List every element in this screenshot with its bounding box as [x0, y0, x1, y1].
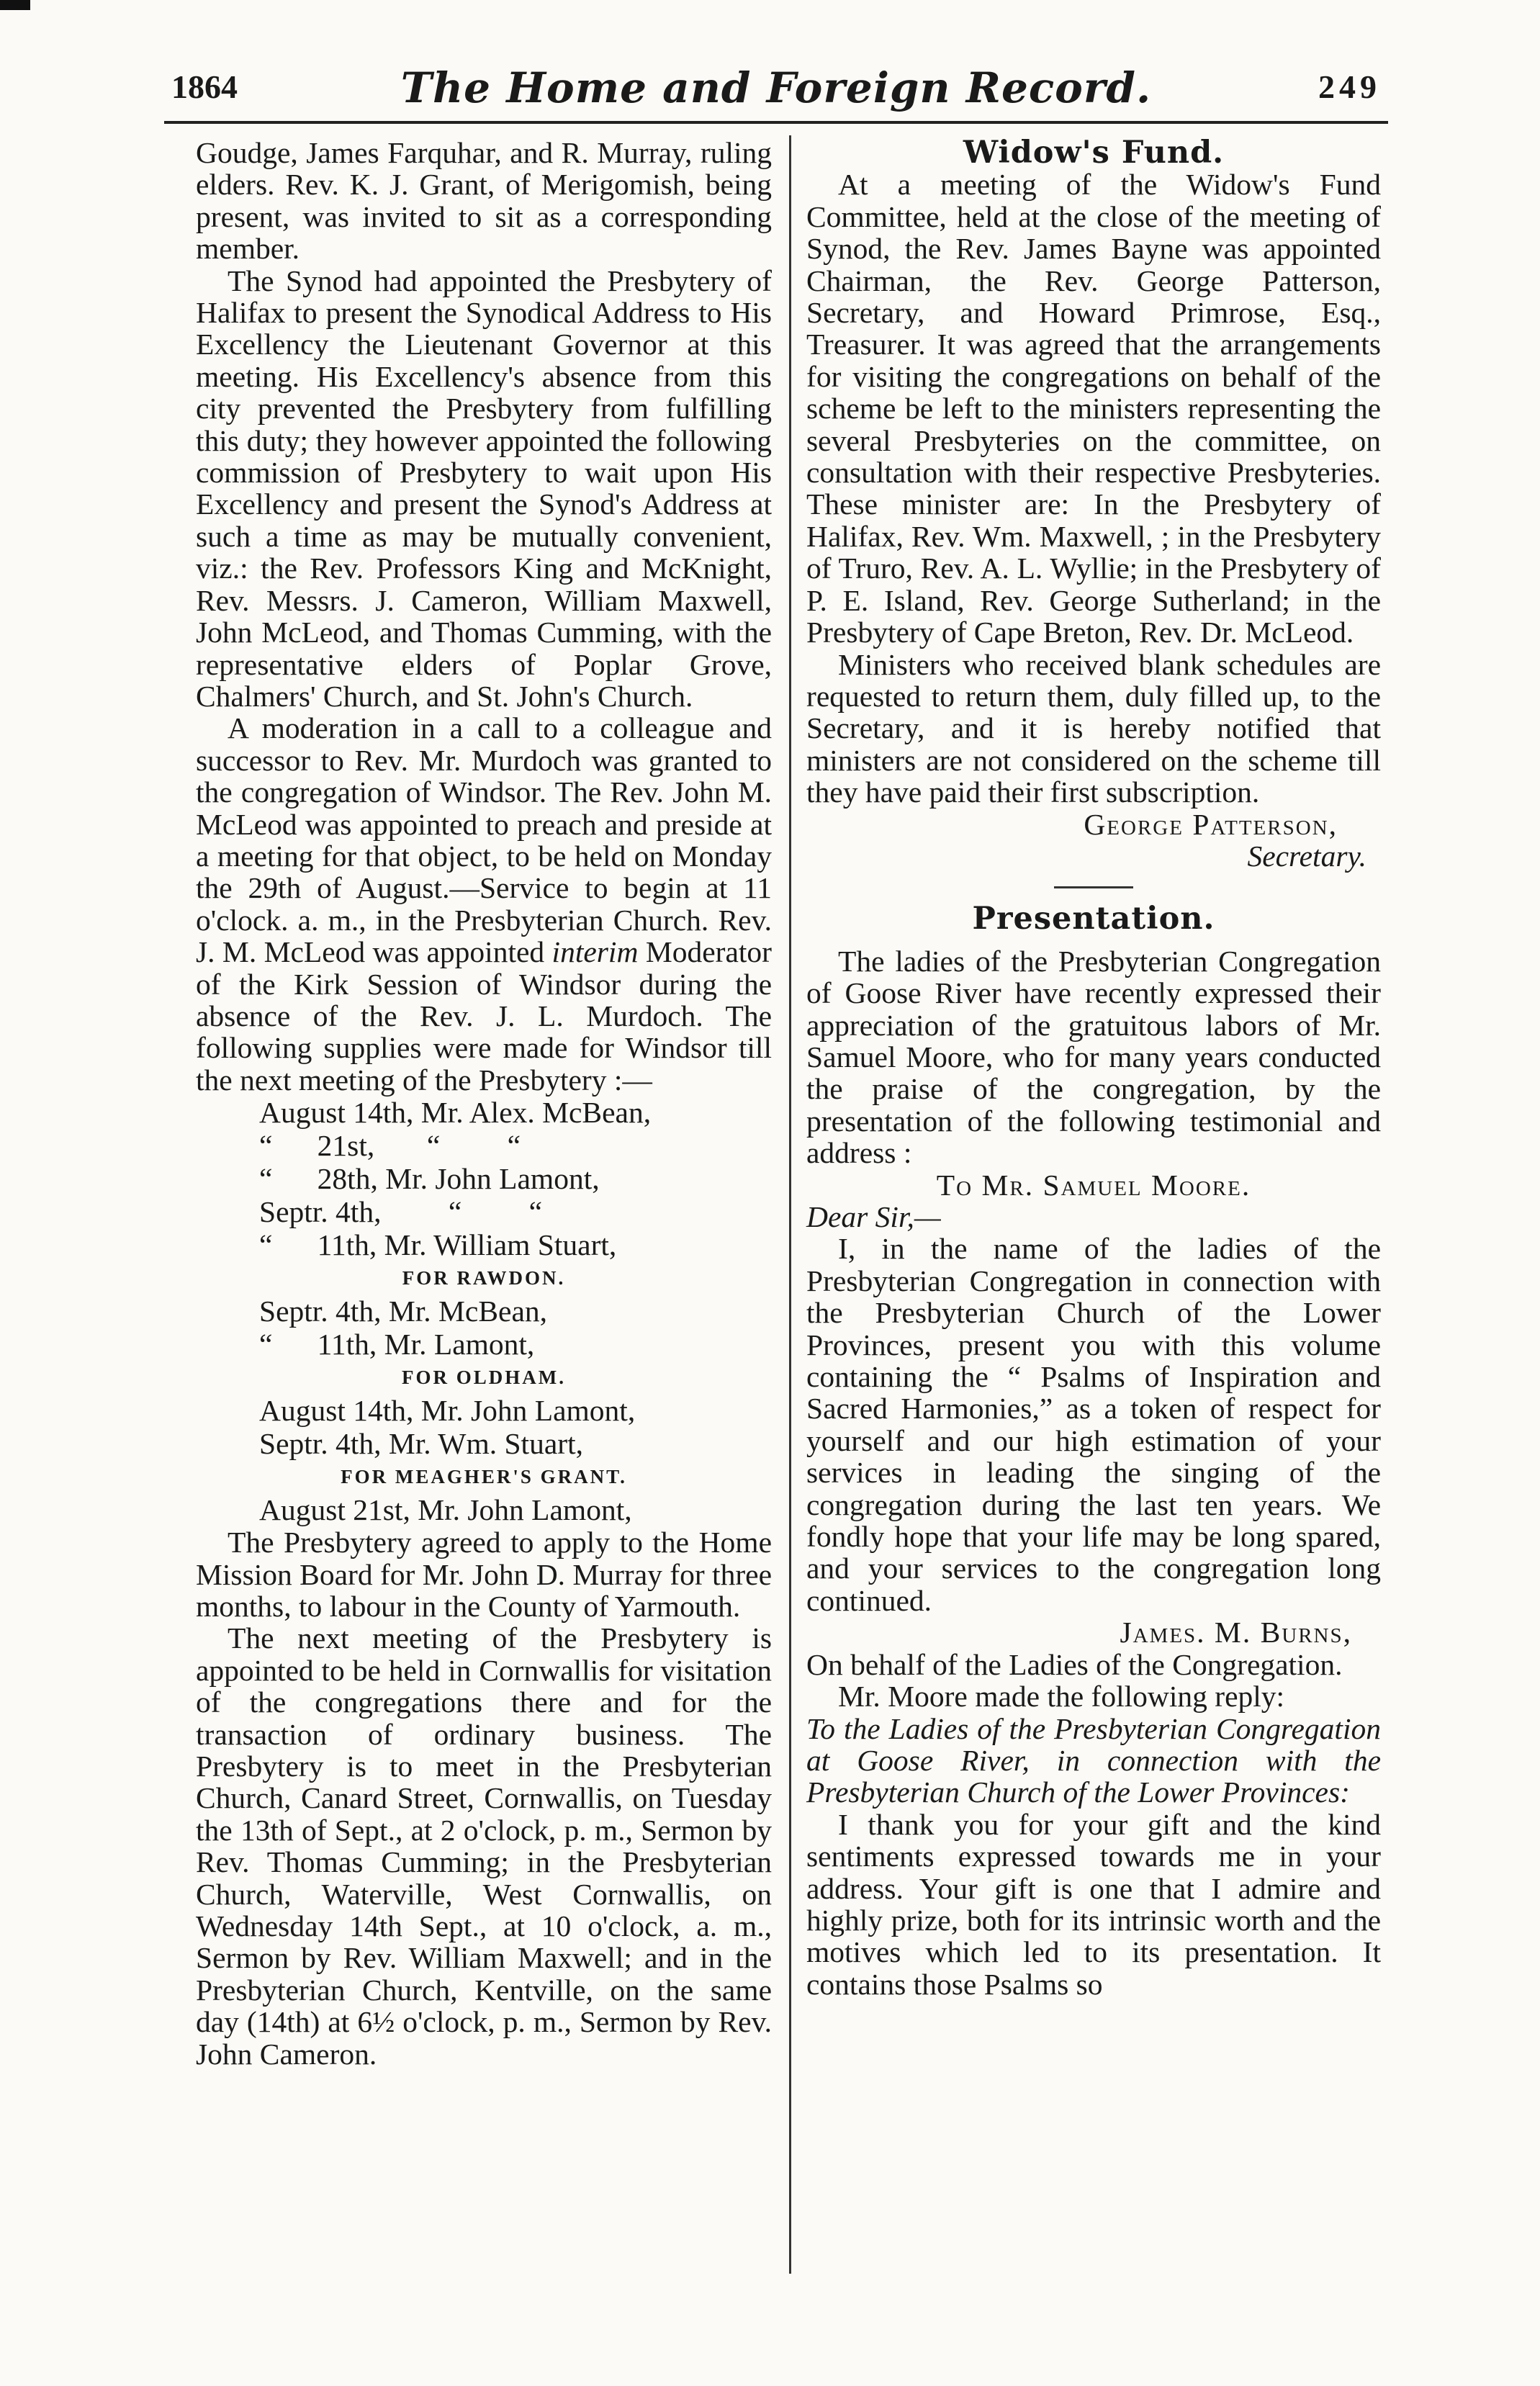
supplies-windsor: [196, 1096, 772, 1261]
supply-line: August 21st, Mr. John Lamont,: [259, 1493, 632, 1527]
paragraph: The next meeting of the Presbytery is appointed to be held in Cornwallis for visitation of the congregations there and for the transaction of ordinary business. The Presbytery is to meet in the Presbyterian Church, Canard Street, Cornwallis, on Tuesday the 13th of Sept., at 2 o'clock, p. m., Sermon by Rev. Thomas Cumming; in the Presbyterian Church, Waterville, West Cornwallis, on Wednesday 14th Sept., at 10 o'clock, a. m., Sermon by Rev. William Maxwell; and in the Presbyterian Church, Kentville, on the same day (14th) at 6½ o'clock, p. m., Sermon by Rev. John Cameron.: [196, 1621, 772, 2071]
paragraph: Goudge, James Farquhar, and R. Murray, ruling elders. Rev. K. J. Grant, of Merigomish, being present, was invited to sit as a corresponding member.: [196, 136, 772, 266]
supply-line: August 14th, Mr. John Lamont,: [259, 1394, 636, 1428]
paragraph: Ministers who received blank schedules are requested to return them, duly filled up, to the Secretary, and it is hereby notified that ministers are not considered on the scheme till they have paid their first subscription.: [806, 647, 1381, 809]
paragraph: The ladies of the Presbyterian Congregation of Goose River have recently expressed their appreciation of the gratuitous labors of Mr. Samuel Moore, who for many years conducted the praise of the congregation, by the presentation of the following testimonial and address :: [806, 944, 1381, 1170]
header-rule: [164, 121, 1388, 124]
page-number: 249: [1318, 68, 1381, 105]
paragraph: Mr. Moore made the following reply:: [838, 1680, 1285, 1714]
running-header: [164, 63, 1388, 115]
paragraph: The Presbytery agreed to apply to the Home Mission Board for Mr. John D. Murray for three months, to labour in the County of Yarmouth.: [196, 1526, 772, 1623]
right-column: [806, 137, 1381, 2000]
signature-name: George Patterson,: [1084, 807, 1338, 841]
supply-line: Septr. 4th, Mr. McBean,: [259, 1295, 547, 1328]
section-title-widows-fund: Widow's Fund.: [963, 135, 1225, 171]
signature-role: Secretary.: [1247, 839, 1366, 873]
paragraph: A moderation in a call to a colleague and successor to Rev. Mr. Murdoch was granted to the congregation of Windsor. The Rev. John M. McLeod was appointed to preach and preside at a meeting for that object, to be held on Monday the 29th of August.—Service to begin at 11 o'clock. a. m., in the Presbyterian Church. Rev. J. M. McLeod was appointed interim Moderator of the Kirk Session of Windsor during the absence of the Rev. J. L. Murdoch. The following supplies were made for Windsor till the next meeting of the Presbytery :—: [196, 711, 772, 1097]
column-divider: [789, 135, 791, 2274]
supply-line: Septr. 4th, “ “: [259, 1195, 543, 1229]
signature-name: James. M. Burns,: [1120, 1616, 1352, 1649]
paragraph: At a meeting of the Widow's Fund Committee, held at the close of the meeting of Synod, the Rev. James Bayne was appointed Chairman, the Rev. George Patterson, Secretary, and Howard Primrose, Esq., Treasurer. It was agreed that the arrangements for visiting the congregations on behalf of the scheme be left to the ministers representing the several Presbyteries on the committee, on consultation with their respective Presbyteries. These minister are: In the Presbytery of Halifax, Rev. Wm. Maxwell, ; in the Presbytery of Truro, Rev. A. L. Wyllie; in the Presbytery of P. E. Island, Rev. George Sutherland; in the Presbytery of Cape Breton, Rev. Dr. McLeod.: [806, 168, 1381, 649]
supply-heading: FOR MEAGHER'S GRANT.: [341, 1466, 627, 1488]
journal-title: The Home and Foreign Record.: [400, 63, 1152, 112]
reply-address: To the Ladies of the Presbyterian Congregation at Goose River, in connection with the Presbyterian Church of the Lower Provinces:: [806, 1711, 1381, 1809]
section-title-presentation: Presentation.: [972, 901, 1215, 937]
left-column: [196, 137, 772, 2070]
supply-heading: FOR OLDHAM.: [402, 1367, 566, 1389]
address-to: To Mr. Samuel Moore.: [936, 1168, 1251, 1202]
supply-line: August 14th, Mr. Alex. McBean,: [259, 1096, 652, 1130]
supply-heading: FOR RAWDON.: [402, 1267, 566, 1289]
signature-behalf: On behalf of the Ladies of the Congregation.: [806, 1647, 1343, 1681]
supply-line: “ 11th, Mr. William Stuart,: [259, 1228, 617, 1262]
page-corner-mark: [0, 0, 30, 10]
supply-line: “ 11th, Mr. Lamont,: [259, 1328, 535, 1361]
supply-line: Septr. 4th, Mr. Wm. Stuart,: [259, 1427, 583, 1461]
paragraph: I, in the name of the ladies of the Presbyterian Congregation in connection with the Presbyterian Church of the Lower Provinces, present you with this volume containing the “ Psalms of Inspiration and Sacred Harmonies,” as a token of respect for yourself and our high estimation of your services in leading the singing of the congregation during the last ten years. We fondly hope that your life may be long spared, and your services to the congregation long continued.: [806, 1232, 1381, 1617]
header-year: 1864: [171, 68, 238, 105]
salutation: Dear Sir,—: [806, 1200, 941, 1233]
supply-line: “ 28th, Mr. John Lamont,: [259, 1162, 600, 1196]
supply-line: “ 21st, “ “: [259, 1129, 521, 1163]
paragraph: I thank you for your gift and the kind sentiments expressed towards me in your address. Your gift is one that I admire and highly prize, both for its intrinsic worth and the motives which led to its presentation. It contains those Psalms so: [806, 1807, 1381, 2001]
paragraph: The Synod had appointed the Presbytery of Halifax to present the Synodical Address to His Excellency the Lieutenant Governor at this meeting. His Excellency's absence from this city prevented the Presbytery from fulfilling this duty; they however appointed the following commission of Presbytery to wait upon His Excellency and present the Synod's Address at such a time as may be mutually convenient, viz.: the Rev. Professors King and McKnight, Rev. Messrs. J. Cameron, William Maxwell, John McLeod, and Thomas Cumming, with the representative elders of Poplar Grove, Chalmers' Church, and St. John's Church.: [196, 264, 772, 713]
